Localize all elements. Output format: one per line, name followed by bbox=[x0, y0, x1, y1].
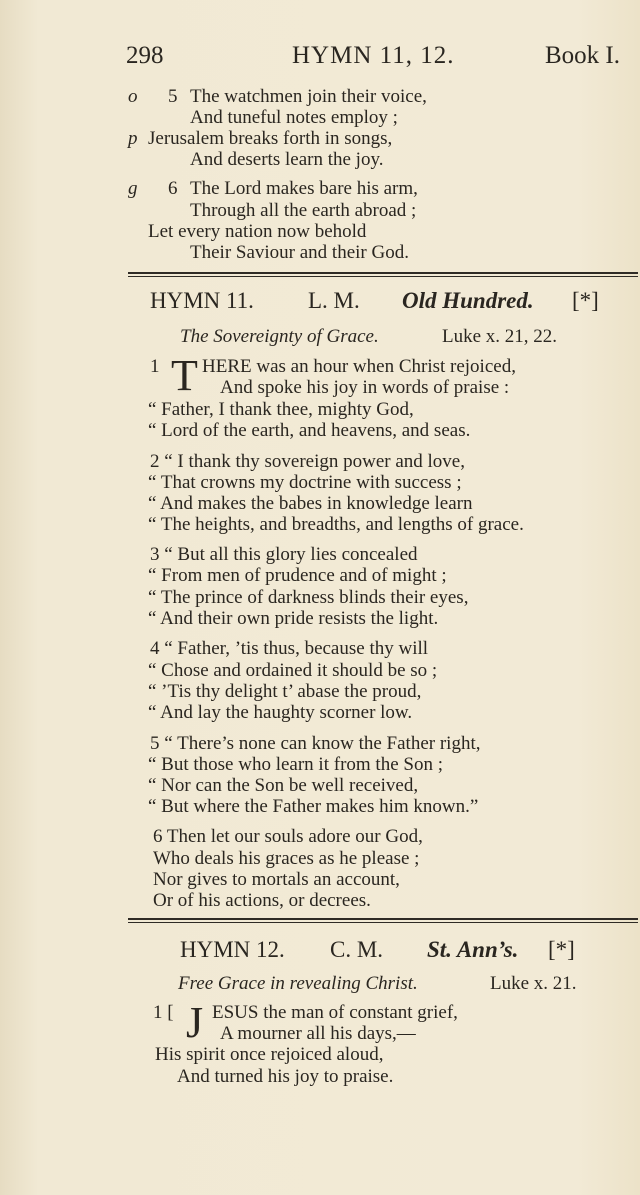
hymn-heading: HYMN 11. bbox=[150, 288, 254, 313]
verse-line: “ But where the Father makes him known.” bbox=[148, 796, 479, 817]
hymn-subject: Free Grace in revealing Christ. bbox=[178, 973, 418, 994]
page-number: 298 bbox=[126, 42, 164, 69]
verse-line: The Lord makes bare his arm, bbox=[190, 178, 418, 199]
verse-line: And spoke his joy in words of praise : bbox=[220, 377, 510, 398]
verse-number: 1 bbox=[150, 356, 160, 377]
section-rule bbox=[128, 918, 638, 920]
verse-line: 4 “ Father, ’tis thus, because thy will bbox=[150, 638, 429, 659]
verse-line: 6 Then let our souls adore our God, bbox=[153, 826, 423, 847]
hymn-tune: St. Ann’s. bbox=[427, 937, 519, 962]
hymn-tune: Old Hundred. bbox=[402, 288, 534, 313]
verse-line: “ And their own pride resists the light. bbox=[148, 608, 439, 629]
hymn-heading: HYMN 12. bbox=[180, 937, 285, 962]
drop-cap: J bbox=[186, 998, 204, 1047]
verse-number: 1 [ bbox=[153, 1002, 174, 1023]
verse-line: Their Saviour and their God. bbox=[190, 242, 409, 263]
hymn-meter: L. M. bbox=[308, 288, 360, 313]
verse-line: Or of his actions, or decrees. bbox=[153, 890, 371, 911]
verse-number: 5 bbox=[168, 86, 178, 107]
hymn-marker: [*] bbox=[548, 937, 575, 962]
verse-line: And turned his joy to praise. bbox=[177, 1066, 394, 1087]
verse-line: 3 “ But all this glory lies concealed bbox=[150, 544, 418, 565]
section-rule bbox=[128, 276, 638, 277]
verse-line: ESUS the man of constant grief, bbox=[212, 1002, 458, 1023]
verse-line: Let every nation now behold bbox=[148, 221, 367, 242]
verse-line: “ Chose and ordained it should be so ; bbox=[148, 660, 438, 681]
verse-line: “ The prince of darkness blinds their eyes, bbox=[148, 587, 469, 608]
verse-line: “ The heights, and breadths, and lengths of grace. bbox=[148, 514, 524, 535]
scripture-reference: Luke x. 21. bbox=[490, 973, 577, 994]
verse-line: “ That crowns my doctrine with success ; bbox=[148, 472, 462, 493]
verse-line: Nor gives to mortals an account, bbox=[153, 869, 400, 890]
verse-line: “ Nor can the Son be well received, bbox=[148, 775, 419, 796]
verse-line: Jerusalem breaks forth in songs, bbox=[148, 128, 393, 149]
verse-line: Through all the earth abroad ; bbox=[190, 200, 417, 221]
verse-number: 6 bbox=[168, 178, 178, 199]
running-title: HYMN 11, 12. bbox=[292, 42, 455, 69]
dynamic-mark: o bbox=[128, 86, 138, 107]
section-rule bbox=[128, 272, 638, 274]
book-label: Book I. bbox=[545, 42, 620, 69]
verse-line: And deserts learn the joy. bbox=[190, 149, 384, 170]
hymn-subject: The Sovereignty of Grace. bbox=[180, 326, 379, 347]
verse-line: “ And lay the haughty scorner low. bbox=[148, 702, 413, 723]
verse-line: His spirit once rejoiced aloud, bbox=[155, 1044, 384, 1065]
verse-line: “ Lord of the earth, and heavens, and seas. bbox=[148, 420, 471, 441]
verse-line: “ From men of prudence and of might ; bbox=[148, 565, 447, 586]
verse-line: The watchmen join their voice, bbox=[190, 86, 427, 107]
dynamic-mark: p bbox=[128, 128, 138, 149]
verse-line: HERE was an hour when Christ rejoiced, bbox=[202, 356, 516, 377]
hymn-meter: C. M. bbox=[330, 937, 384, 962]
verse-line: “ But those who learn it from the Son ; bbox=[148, 754, 443, 775]
verse-line: Who deals his graces as he please ; bbox=[153, 848, 420, 869]
section-rule bbox=[128, 922, 638, 923]
verse-line: “ ’Tis thy delight t’ abase the proud, bbox=[148, 681, 422, 702]
drop-cap: T bbox=[171, 351, 198, 400]
verse-line: “ Father, I thank thee, mighty God, bbox=[148, 399, 414, 420]
verse-line: 2 “ I thank thy sovereign power and love, bbox=[150, 451, 465, 472]
verse-line: And tuneful notes employ ; bbox=[190, 107, 398, 128]
verse-line: A mourner all his days,— bbox=[220, 1023, 416, 1044]
scripture-reference: Luke x. 21, 22. bbox=[442, 326, 558, 347]
hymn-marker: [*] bbox=[572, 288, 599, 313]
verse-line: 5 “ There’s none can know the Father right, bbox=[150, 733, 481, 754]
dynamic-mark: g bbox=[128, 178, 138, 199]
verse-line: “ And makes the babes in knowledge learn bbox=[148, 493, 473, 514]
